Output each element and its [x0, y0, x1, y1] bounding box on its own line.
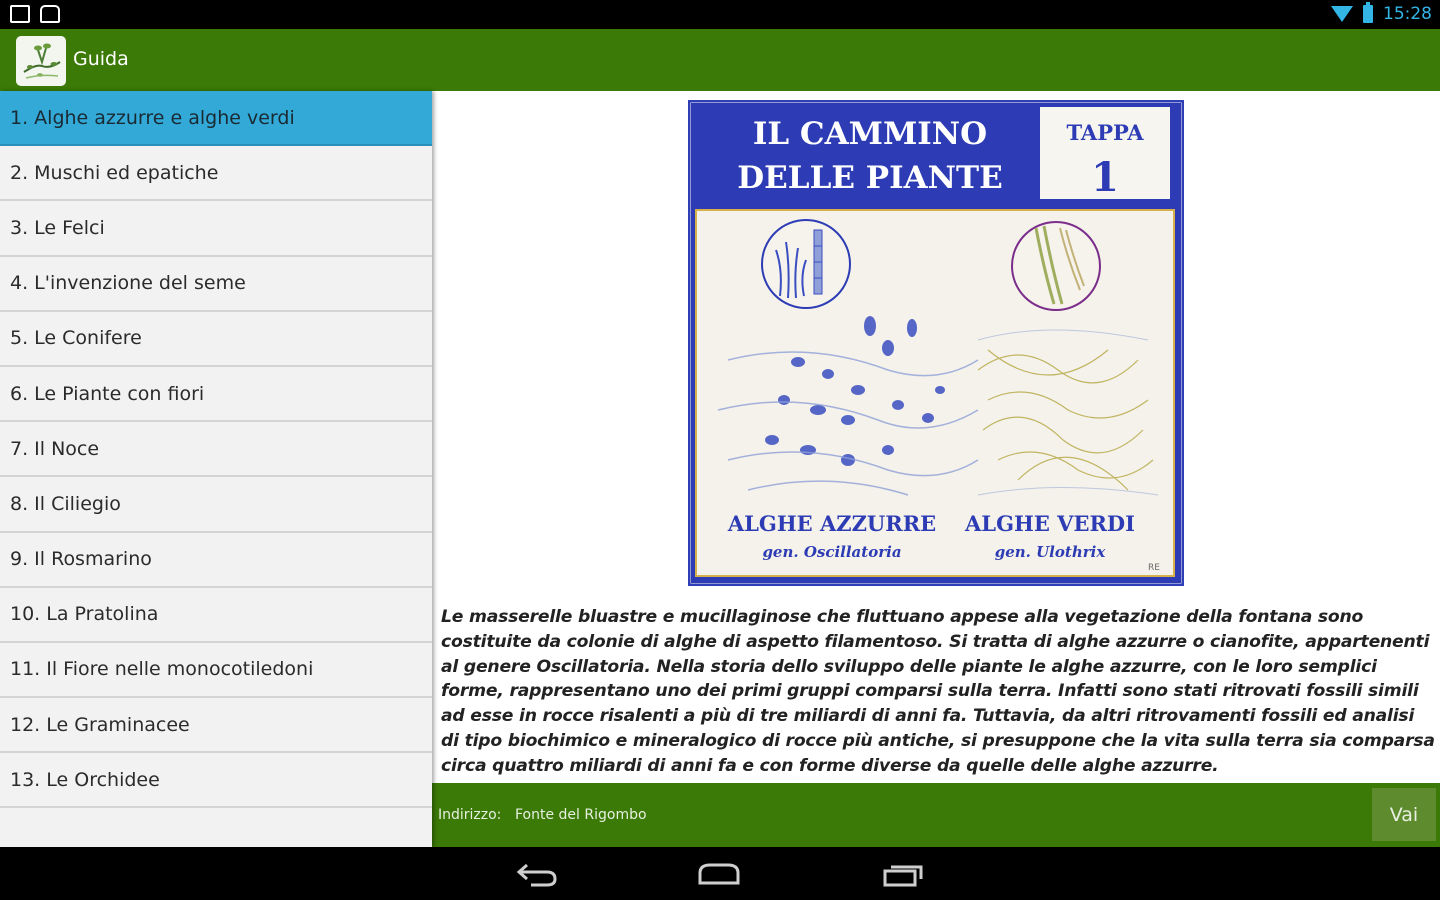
navigation-bar: [0, 847, 1440, 900]
list-item[interactable]: 2. Muschi ed epatiche: [0, 146, 432, 201]
stage-label: TAPPA: [1066, 120, 1144, 145]
gallery-icon: [10, 5, 30, 23]
clock: 15:28: [1383, 4, 1432, 24]
android-debug-icon: [40, 5, 60, 23]
app-title: Guida: [73, 48, 129, 70]
stage-number: 1: [1091, 154, 1119, 201]
home-icon[interactable]: [689, 855, 749, 893]
list-item[interactable]: 4. L'invenzione del seme: [0, 257, 432, 312]
list-item[interactable]: 9. Il Rosmarino: [0, 533, 432, 588]
wifi-icon: [1331, 6, 1353, 22]
description-text: Le masserelle bluastre e mucillaginose che fluttuano appese alla vegetazione della fontana sono costituite da colonie di alghe di aspetto filamentoso. Si tratta di alghe azzurre o cianofite, appartenenti al genere Oscillatoria. Nella storia dello sviluppo delle piante le alghe azzurre, con le loro semplici forme, rappresentano uno dei primi gruppi comparsi sulla terra. Infatti sono stati ritrovati fossili simili ad esse in rocce risalenti a più di tre miliardi di anni fa. Tuttavia, da altri ritrovamenti fossili ed analisi di tipo biochimico e mineralogico di rocce più antiche, si presuppone che la vita sulla terra sia comparsa circa quattro miliardi di anni fa e con forme diverse da quelle delle alghe azzurre.: [441, 607, 1435, 776]
address-value: Fonte del Rigombo: [515, 807, 647, 823]
list-item[interactable]: 11. Il Fiore nelle monocotiledoni: [0, 643, 432, 698]
address-label: Indirizzo:: [438, 807, 502, 823]
artist-signature: RE: [1148, 563, 1160, 573]
detail-pane: [432, 91, 1440, 783]
list-item[interactable]: 1. Alghe azzurre e alghe verdi: [0, 91, 432, 146]
list-item[interactable]: 12. Le Graminacee: [0, 698, 432, 753]
go-button[interactable]: Vai: [1372, 788, 1436, 841]
tile-image: [688, 100, 1184, 586]
recents-icon[interactable]: [873, 855, 933, 893]
list-item[interactable]: 6. Le Piante con fiori: [0, 367, 432, 422]
list-item[interactable]: 3. Le Felci: [0, 201, 432, 256]
list-item[interactable]: 8. Il Ciliegio: [0, 477, 432, 532]
address-bar: [432, 783, 1440, 847]
back-icon[interactable]: [507, 855, 567, 893]
battery-icon: [1363, 5, 1373, 23]
tile-title-line1: IL CAMMINO: [752, 116, 988, 152]
status-bar: [0, 0, 1440, 29]
list-item[interactable]: 7. Il Noce: [0, 422, 432, 477]
tile-title-line2: DELLE PIANTE: [737, 160, 1003, 196]
list-item[interactable]: 10. La Pratolina: [0, 588, 432, 643]
list-item[interactable]: 5. Le Conifere: [0, 312, 432, 367]
action-bar: [0, 29, 1440, 91]
left-genus: gen. Oscillatoria: [762, 543, 902, 561]
right-genus: gen. Ulothrix: [994, 543, 1106, 561]
list-item[interactable]: 13. Le Orchidee: [0, 753, 432, 808]
plant-app-icon[interactable]: [16, 36, 66, 86]
left-caption: ALGHE AZZURRE: [727, 511, 937, 536]
right-caption: ALGHE VERDI: [965, 511, 1135, 536]
chapter-list: [0, 91, 432, 847]
